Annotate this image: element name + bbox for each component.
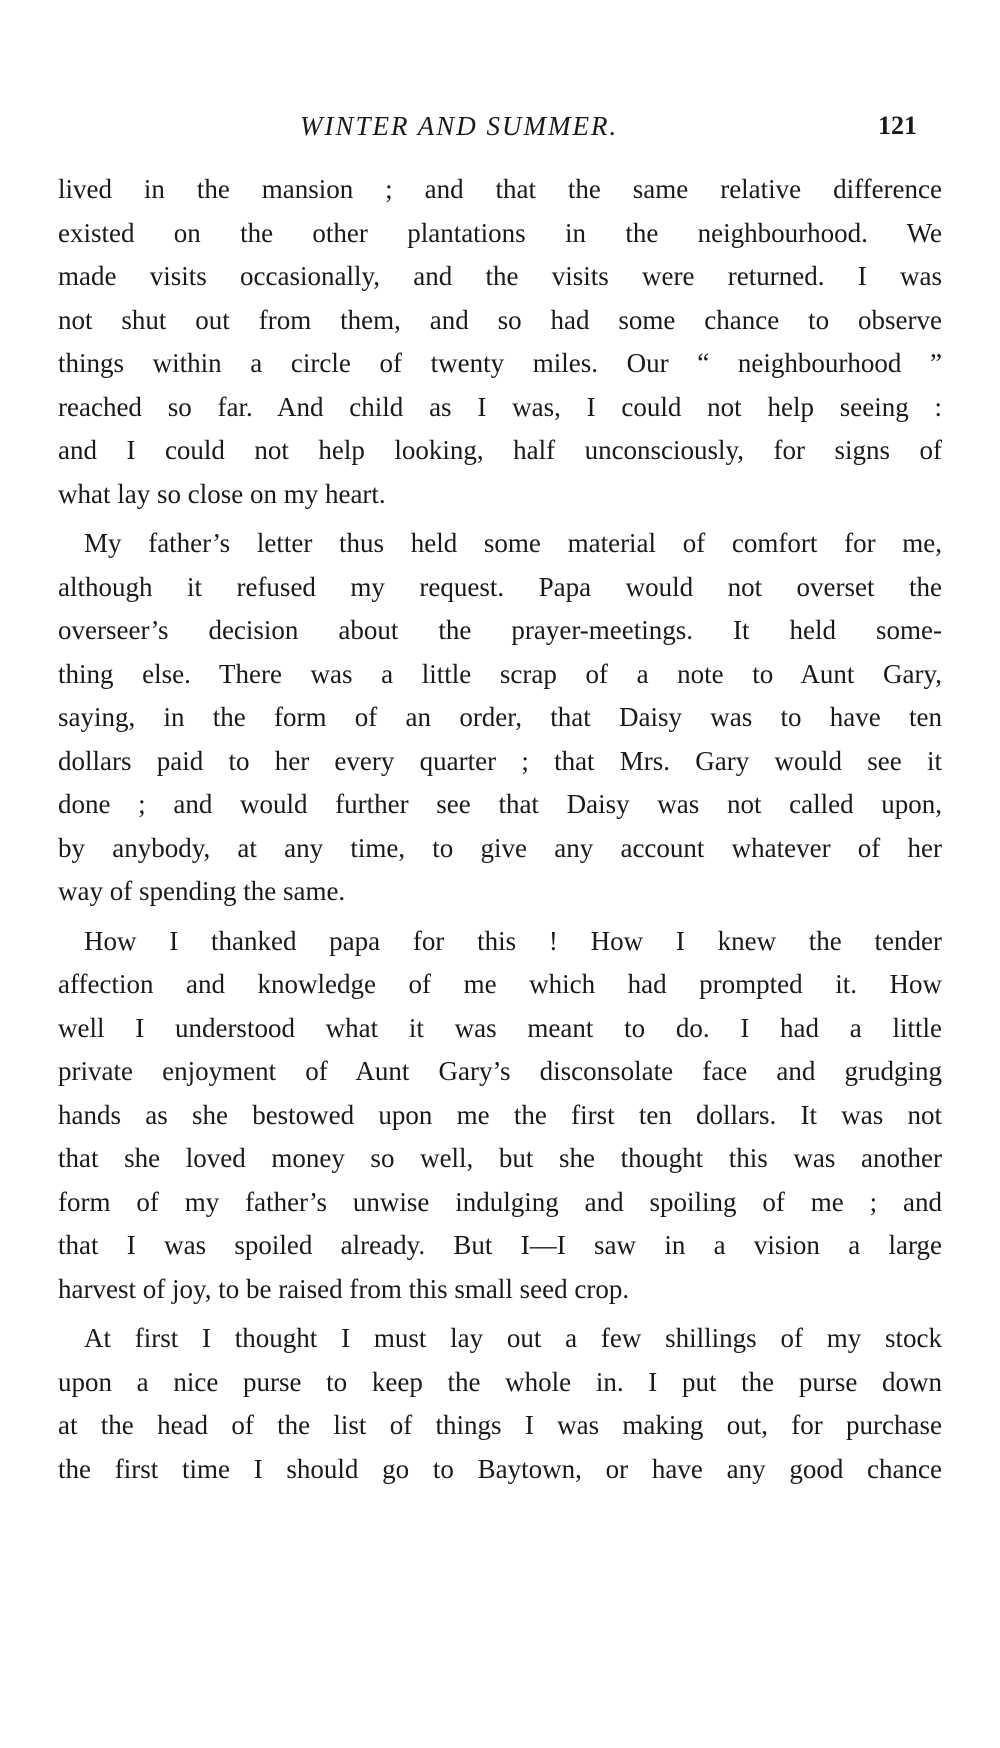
text-line: things within a circle of twenty miles. Our “ neighbourhood ” <box>58 348 942 378</box>
text-line: way of spending the same. <box>58 876 346 906</box>
paragraph-1 <box>58 168 942 516</box>
text-line: saying, in the form of an order, that Daisy was to have ten <box>58 702 942 732</box>
text-line: hands as she bestowed upon me the first ten dollars. It was not <box>58 1099 942 1130</box>
text-line: by anybody, at any time, to give any account whatever of her <box>58 832 942 863</box>
text-line: harvest of joy, to be raised from this small seed crop. <box>58 1273 630 1304</box>
text-line: My father’s letter thus held some material of comfort for me, <box>84 528 942 558</box>
text-line: private enjoyment of Aunt Gary’s disconsolate face and grudging <box>58 1056 942 1086</box>
body-text <box>58 168 942 1491</box>
text-line: well I understood what it was meant to do. I had a little <box>58 1012 942 1043</box>
text-line: How I thanked papa for this ! How I knew the tender <box>84 925 942 956</box>
text-line: form of my father’s unwise indulging and spoiling of me ; and <box>58 1186 942 1217</box>
text-line: reached so far. And child as I was, I could not help seeing : <box>58 391 942 422</box>
text-line: overseer’s decision about the prayer-meetings. It held some- <box>58 615 942 645</box>
text-line: done ; and would further see that Daisy was not called upon, <box>58 789 942 819</box>
text-line: what lay so close on my heart. <box>58 478 386 509</box>
running-title: WINTER AND SUMMER. <box>300 111 619 141</box>
text-line: that she loved money so well, but she thought this was another <box>58 1143 942 1173</box>
text-line: although it refused my request. Papa would not overset the <box>58 571 942 602</box>
paragraph-4 <box>58 1317 942 1491</box>
paragraph-2 <box>58 522 942 914</box>
running-head <box>0 108 1000 148</box>
text-line: the first time I should go to Baytown, or have any good chance <box>58 1453 942 1484</box>
text-line: existed on the other plantations in the neighbourhood. We <box>58 217 942 248</box>
text-line: affection and knowledge of me which had prompted it. How <box>58 969 942 999</box>
page-number: 121 <box>878 111 917 140</box>
text-line: that I was spoiled already. But I—I saw in a vision a large <box>58 1230 942 1260</box>
text-line: at the head of the list of things I was making out, for purchase <box>58 1410 942 1440</box>
text-line: and I could not help looking, half unconsciously, for signs of <box>58 435 942 465</box>
paragraph-3 <box>58 920 942 1312</box>
text-line: upon a nice purse to keep the whole in. I put the purse down <box>58 1366 942 1397</box>
text-line: thing else. There was a little scrap of a note to Aunt Gary, <box>58 658 942 689</box>
text-line: dollars paid to her every quarter ; that Mrs. Gary would see it <box>58 745 942 776</box>
text-line: At first I thought I must lay out a few shillings of my stock <box>84 1323 942 1353</box>
text-line: made visits occasionally, and the visits were returned. I was <box>58 261 942 291</box>
text-line: lived in the mansion ; and that the same relative difference <box>58 174 942 204</box>
text-line: not shut out from them, and so had some chance to observe <box>58 304 942 335</box>
